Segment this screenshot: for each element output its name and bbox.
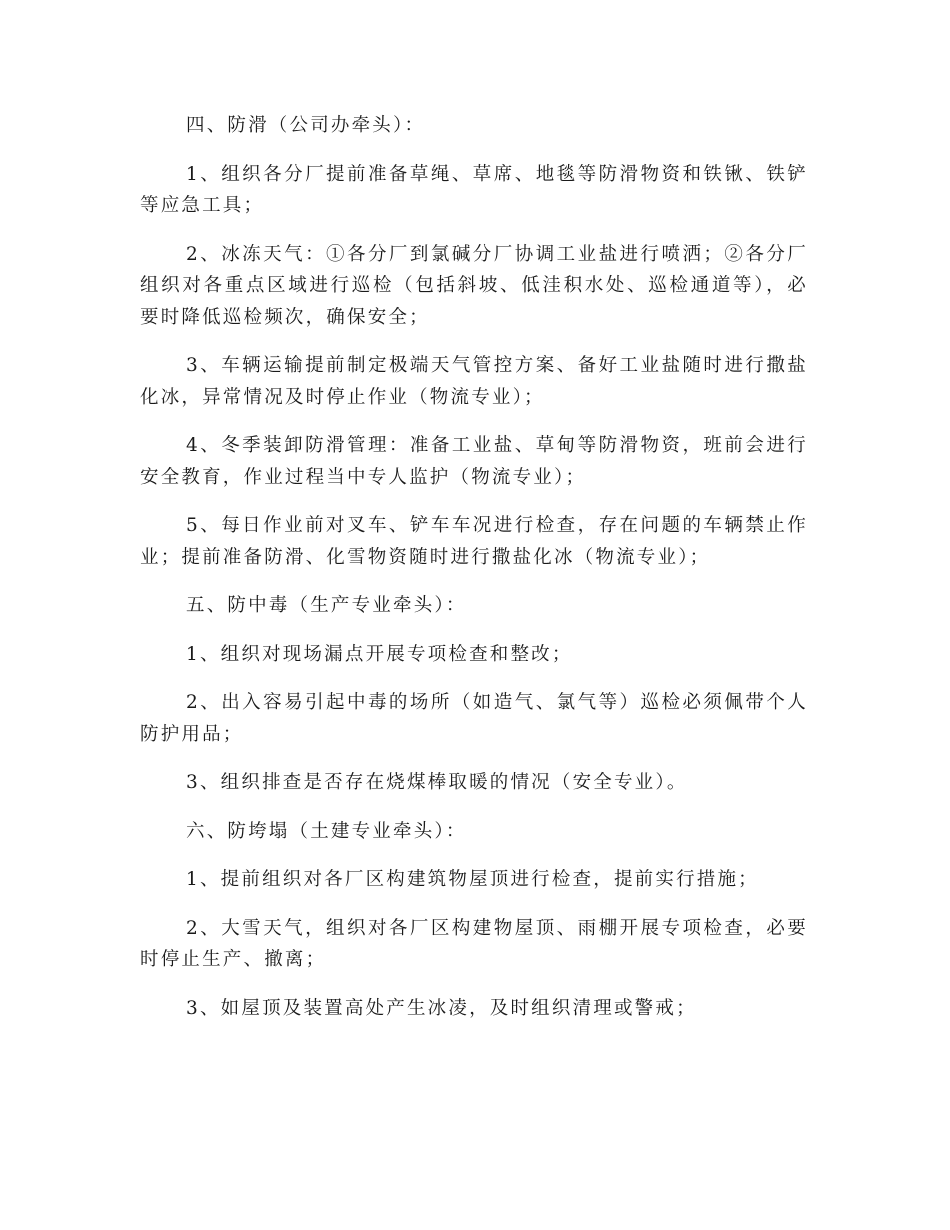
section-heading-anti-collapse: 六、防垮塌（土建专业牵头）： xyxy=(186,820,467,842)
document-page xyxy=(140,110,808,1041)
paragraph-item: 2、出入容易引起中毒的场所（如造气、氯气等）巡检必须佩带个人防护用品； xyxy=(140,692,808,745)
paragraph-item: 1、组织对现场漏点开展专项检查和整改； xyxy=(186,643,573,665)
paragraph-item: 3、如屋顶及装置高处产生冰凌，及时组织清理或警戒； xyxy=(186,997,697,1019)
paragraph-item: 2、冰冻天气：①各分厂到氯碱分厂协调工业盐进行喷洒；②各分厂组织对各重点区域进行巡检（包括斜坡、低洼积水处、巡检通道等），必要时降低巡检频次，确保安全； xyxy=(140,243,808,328)
section-heading-anti-slip: 四、防滑（公司办牵头）： xyxy=(186,115,426,136)
paragraph-item: 1、提前组织对各厂区构建筑物屋顶进行检查，提前实行措施； xyxy=(186,869,759,890)
paragraph-item: 5、每日作业前对叉车、铲车车况进行检查，存在问题的车辆禁止作业；提前准备防滑、化雪物资随时进行撒盐化冰（物流专业）； xyxy=(140,515,808,568)
paragraph-item: 1、组织各分厂提前准备草绳、草席、地毯等防滑物资和铁锹、铁铲等应急工具； xyxy=(140,163,808,216)
paragraph-item: 3、组织排查是否存在烧煤棒取暖的情况（安全专业）。 xyxy=(186,772,688,793)
paragraph-item: 2、大雪天气，组织对各厂区构建物屋顶、雨棚开展专项检查，必要时停止生产、撤离； xyxy=(140,917,808,970)
section-heading-anti-poisoning: 五、防中毒（生产专业牵头）： xyxy=(186,595,467,616)
paragraph-item: 4、冬季装卸防滑管理：准备工业盐、草甸等防滑物资，班前会进行安全教育，作业过程当中专人监护（物流专业）； xyxy=(140,435,808,488)
paragraph-item: 3、车辆运输提前制定极端天气管控方案、备好工业盐随时进行撒盐化冰，异常情况及时停止作业（物流专业）； xyxy=(140,355,808,408)
